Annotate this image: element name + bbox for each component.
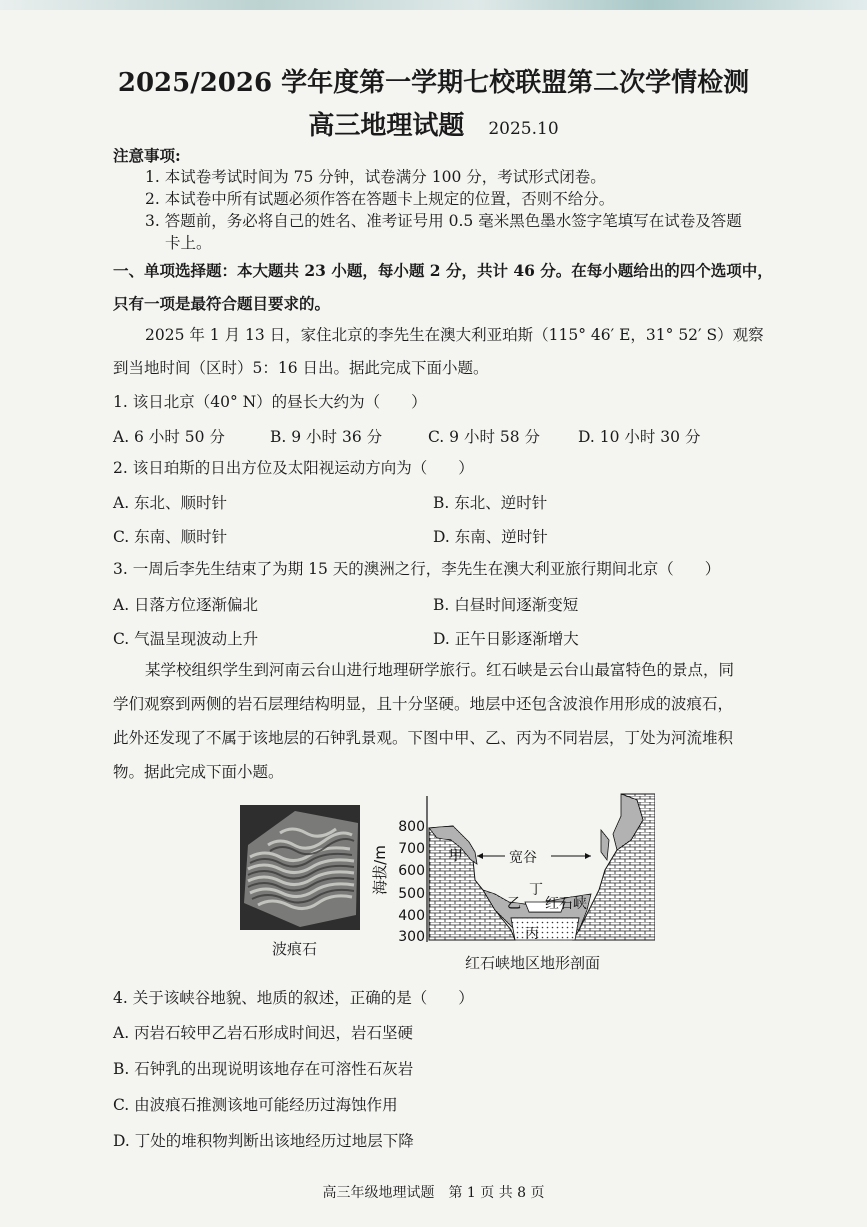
- notice-heading: 注意事项:: [113, 146, 181, 165]
- y-tick-500: 500: [398, 886, 425, 902]
- passage2-line1: 某学校组织学生到河南云台山进行地理研学旅行。红石峡是云台山最富特色的景点，同: [145, 661, 735, 679]
- y-tick-400: 400: [398, 908, 425, 924]
- q3-option-b[interactable]: B. 白昼时间逐渐变短: [433, 596, 579, 614]
- photo-caption: 波痕石: [272, 940, 318, 958]
- ripple-rock-image: [240, 805, 360, 930]
- q2-stem: 2. 该日珀斯的日出方位及太阳视运动方向为（ ）: [113, 459, 474, 477]
- notice-item-3-cont: 卡上。: [165, 234, 212, 252]
- rock-layer-jia-left: [429, 826, 515, 940]
- q2-option-d[interactable]: D. 东南、逆时针: [433, 528, 548, 546]
- q1-option-a[interactable]: A. 6 小时 50 分: [113, 428, 225, 446]
- q3-stem: 3. 一周后李先生结束了为期 15 天的澳洲之行，李先生在澳大利亚旅行期间北京（ ）: [113, 560, 721, 578]
- profile-caption: 红石峡地区地形剖面: [465, 954, 601, 972]
- y-tick-700: 700: [398, 841, 425, 857]
- notice-item-3: 3. 答题前，务必将自己的姓名、准考证号用 0.5 毫米黑色墨水签字笔填写在试卷及答题: [145, 212, 742, 230]
- q1-stem: 1. 该日北京（40° N）的昼长大约为（ ）: [113, 393, 427, 411]
- q3-option-d[interactable]: D. 正午日影逐渐增大: [433, 630, 579, 648]
- q2-option-b[interactable]: B. 东北、逆时针: [433, 494, 548, 512]
- label-hongshixia: 红石峡: [545, 896, 587, 912]
- notice-item-1: 1. 本试卷考试时间为 75 分钟，试卷满分 100 分，考试形式闭卷。: [145, 168, 606, 186]
- label-ding: 丁: [529, 882, 543, 898]
- q3-option-c[interactable]: C. 气温呈现波动上升: [113, 630, 259, 648]
- label-bing: 丙: [525, 926, 539, 942]
- y-tick-300: 300: [398, 929, 425, 945]
- rock-layer-right: [573, 794, 655, 940]
- y-axis-label: 海拔/m: [371, 845, 389, 895]
- q1-option-b[interactable]: B. 9 小时 36 分: [270, 428, 383, 446]
- passage1-line2: 到当地时间（区时）5：16 日出。据此完成下面小题。: [113, 359, 489, 377]
- subject-title: 高三地理试题: [308, 111, 465, 141]
- q4-option-b[interactable]: B. 石钟乳的出现说明该地存在可溶性石灰岩: [113, 1060, 414, 1078]
- q4-option-a[interactable]: A. 丙岩石较甲乙岩石形成时间迟，岩石坚硬: [113, 1024, 414, 1042]
- exam-subtitle: [0, 105, 867, 142]
- q4-option-c[interactable]: C. 由波痕石推测该地可能经历过海蚀作用: [113, 1096, 398, 1114]
- y-tick-600: 600: [398, 863, 425, 879]
- page-footer: 高三年级地理试题 第 1 页 共 8 页: [322, 1185, 545, 1201]
- passage2-line3: 此外还发现了不属于该地层的石钟乳景观。下图中甲、乙、丙为不同岩层，丁处为河流堆积: [113, 729, 734, 747]
- q2-option-a[interactable]: A. 东北、顺时针: [113, 494, 228, 512]
- q3-option-a[interactable]: A. 日落方位逐渐偏北: [113, 596, 259, 614]
- q2-option-c[interactable]: C. 东南、顺时针: [113, 528, 228, 546]
- exam-title: 2025/2026 学年度第一学期七校联盟第二次学情检测: [117, 68, 750, 98]
- section1-heading: 一、单项选择题：本大题共 23 小题，每小题 2 分，共计 46 分。在每小题给出的四个选项中，: [113, 261, 773, 280]
- label-kuangu: 宽谷: [509, 850, 537, 866]
- ripple-rock-photo: [240, 805, 360, 930]
- notice-item-2: 2. 本试卷中所有试题必须作答在答题卡上规定的位置，否则不给分。: [145, 190, 615, 208]
- passage2-line4: 物。据此完成下面小题。: [113, 763, 284, 781]
- terrain-profile-diagram: [365, 790, 655, 950]
- passage2-line2: 学们观察到两侧的岩石层理结构明显，且十分坚硬。地层中还包含波浪作用形成的波痕石，: [113, 695, 734, 713]
- rock-layer-bing: [511, 918, 579, 940]
- y-tick-800: 800: [398, 819, 425, 835]
- rock-peak-right: [601, 830, 609, 860]
- label-jia: 甲: [449, 848, 463, 864]
- q4-option-d[interactable]: D. 丁处的堆积物判断出该地经历过地层下降: [113, 1132, 414, 1150]
- section1-heading-cont: 只有一项是最符合题目要求的。: [113, 294, 331, 313]
- exam-date: 2025.10: [488, 119, 559, 139]
- q4-stem: 4. 关于该峡谷地貌、地质的叙述，正确的是（ ）: [113, 989, 474, 1007]
- q1-option-d[interactable]: D. 10 小时 30 分: [578, 428, 701, 446]
- q1-option-c[interactable]: C. 9 小时 58 分: [428, 428, 541, 446]
- label-yi: 乙: [507, 896, 521, 912]
- passage1-line1: 2025 年 1 月 13 日，家住北京的李先生在澳大利亚珀斯（115° 46′ E，31° 52′ S）观察: [145, 326, 764, 344]
